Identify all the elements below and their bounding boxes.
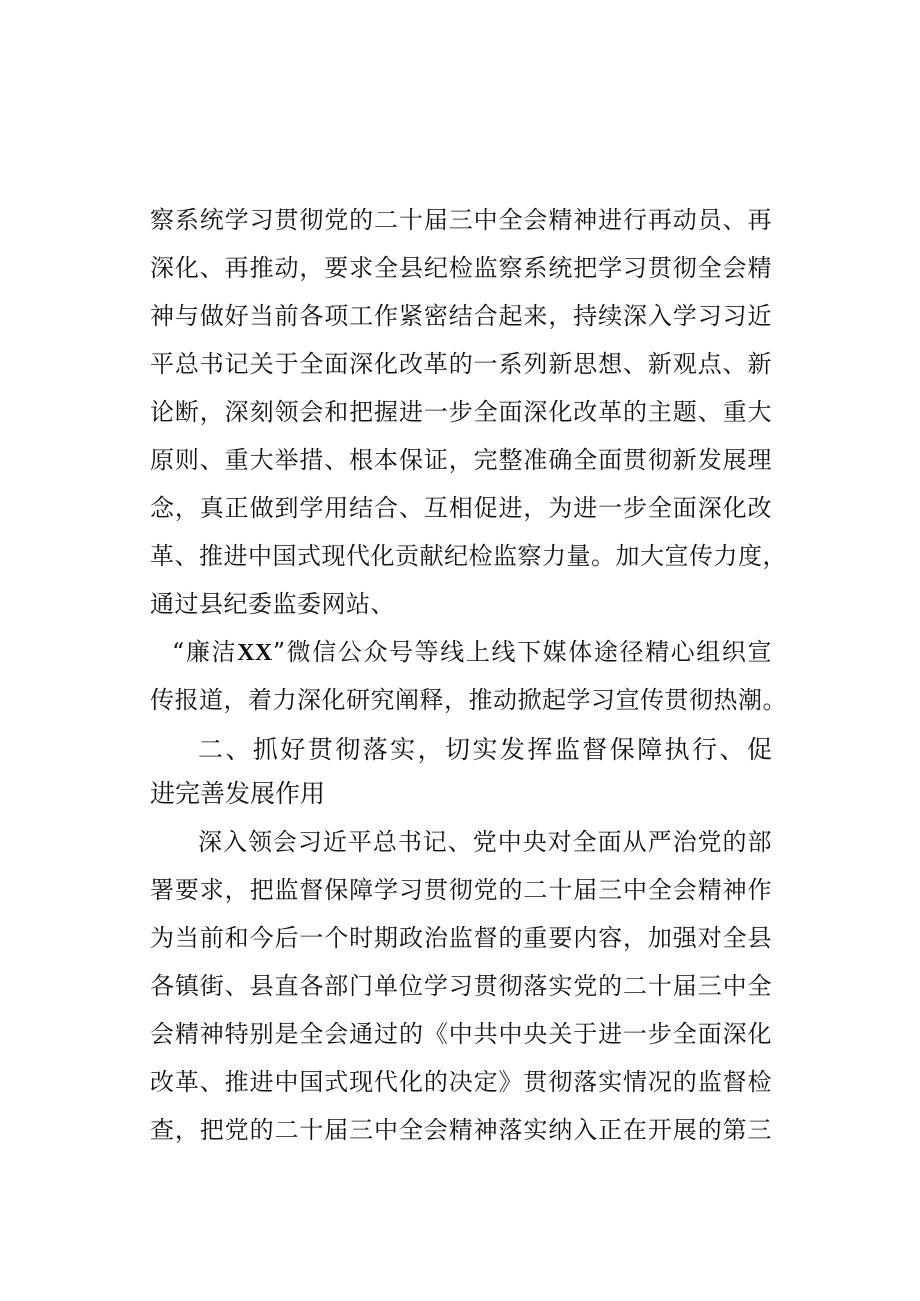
- heading-line: 进完善发展作用: [150, 779, 326, 808]
- text-line: 神与做好当前各项工作紧密结合起来，持续深入学习习近: [150, 302, 772, 330]
- text-line: 深化、再推动，要求全县纪检监察系统把学习贯彻全会精: [150, 254, 772, 282]
- text-line: 各镇街、县直各部门单位学习贯彻落实党的二十届三中全: [150, 972, 772, 1000]
- document-page: [150, 196, 787, 1154]
- text-line: 通过县纪委监委网站、: [150, 590, 395, 618]
- text-line: 察系统学习贯彻党的二十届三中全会精神进行再动员、再: [150, 206, 772, 234]
- text-line: 原则、重大举措、根本保证，完整准确全面贯彻新发展理: [150, 446, 772, 474]
- text-line: 为当前和今后一个时期政治监督的重要内容，加强对全县: [150, 924, 772, 952]
- section-heading: [150, 728, 772, 816]
- text-line: 平总书记关于全面深化改革的一系列新思想、新观点、新: [150, 350, 772, 378]
- text-line: 深入领会习近平总书记、党中央对全面从严治党的部: [198, 828, 772, 856]
- heading-line: 二、抓好贯彻落实，切实发挥监督保障执行、促: [198, 735, 772, 764]
- text-line: [150, 628, 772, 676]
- text-line: 传报道，着力深化研究阐释，推动掀起学习宣传贯彻热潮。: [150, 686, 787, 714]
- text-line: 改革、推进中国式现代化的决定》贯彻落实情况的监督检: [150, 1068, 772, 1096]
- text-line: 论断，深刻领会和把握进一步全面深化改革的主题、重大: [150, 398, 772, 426]
- quote-suffix: ”微信公众号等线上线下媒体途径精心组织宣: [272, 638, 772, 666]
- text-line: 念，真正做到学用结合、互相促进，为进一步全面深化改: [150, 494, 772, 522]
- paragraph-2: [150, 818, 772, 1154]
- paragraph-1: [150, 196, 787, 724]
- text-line: 署要求，把监督保障学习贯彻党的二十届三中全会精神作: [150, 876, 772, 904]
- text-line: 会精神特别是全会通过的《中共中央关于进一步全面深化: [150, 1020, 772, 1048]
- quote-bold: XX: [237, 640, 273, 666]
- quote-prefix: “廉洁: [172, 638, 238, 666]
- text-line: 查，把党的二十届三中全会精神落实纳入正在开展的第三: [150, 1116, 772, 1144]
- text-line: 革、推进中国式现代化贡献纪检监察力量。加大宣传力度，: [150, 542, 787, 570]
